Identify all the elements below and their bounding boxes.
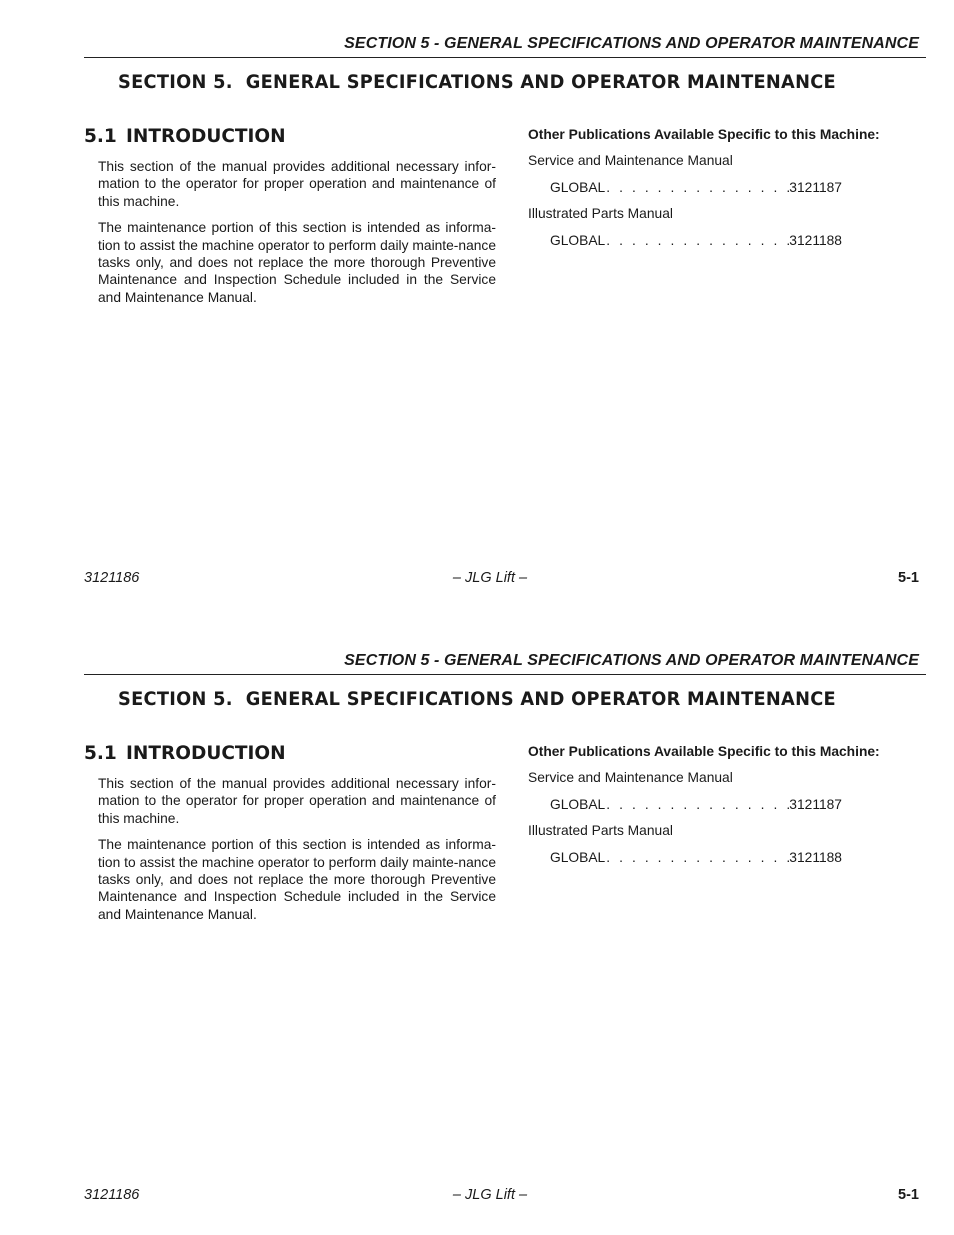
intro-heading (84, 743, 286, 764)
publication-number: 3121188 (789, 232, 842, 248)
publications-heading: Other Publications Available Specific to this Machine: (528, 744, 880, 759)
manual-page-1 (0, 0, 954, 600)
header-rule (84, 57, 926, 58)
publications-list (528, 743, 888, 875)
intro-body (98, 158, 496, 315)
section-title: SECTION 5. GENERAL SPECIFICATIONS AND OPERATOR MAINTENANCE (118, 689, 836, 710)
publication-label: GLOBAL (550, 796, 606, 812)
intro-heading (84, 126, 286, 147)
publication-number: 3121187 (789, 179, 842, 195)
publications-heading: Other Publications Available Specific to this Machine: (528, 127, 880, 142)
manual-page-2 (0, 617, 954, 1217)
publication-label: GLOBAL (550, 849, 606, 865)
running-head: SECTION 5 - GENERAL SPECIFICATIONS AND OPERATOR MAINTENANCE (344, 652, 919, 669)
publication-category: Illustrated Parts Manual (528, 206, 673, 221)
dot-leaders (605, 179, 789, 196)
intro-number: 5.1 (84, 126, 117, 147)
footer-doc-number: 3121186 (84, 570, 140, 586)
publication-number: 3121187 (789, 796, 842, 812)
publication-entry (550, 232, 842, 249)
footer-center-text: – JLG Lift – (452, 570, 528, 586)
intro-title: INTRODUCTION (126, 126, 286, 147)
publication-label: GLOBAL (550, 232, 606, 248)
intro-title: INTRODUCTION (126, 743, 286, 764)
dot-leaders (605, 232, 789, 249)
dot-leaders (605, 849, 789, 866)
intro-number: 5.1 (84, 743, 117, 764)
publication-entry (550, 849, 842, 866)
publication-category: Illustrated Parts Manual (528, 823, 673, 838)
publication-entry (550, 179, 842, 196)
footer-center-text: – JLG Lift – (452, 1187, 528, 1203)
header-rule (84, 674, 926, 675)
dot-leaders (605, 796, 789, 813)
intro-body (98, 775, 496, 932)
intro-paragraph: The maintenance portion of this section is intended as informa-tion to assist the machine operator to perform daily mainte-nance tasks only, and does not replace the more thorough Preventive Maintenance and Inspection Schedule included in the Service and Maintenance Manual. (98, 837, 496, 922)
publication-label: GLOBAL (550, 179, 606, 195)
publications-list (528, 126, 888, 258)
intro-paragraph: This section of the manual provides additional necessary infor-mation to the operator for proper operation and maintenance of this machine. (98, 776, 496, 826)
publication-category: Service and Maintenance Manual (528, 153, 733, 168)
publication-entry (550, 796, 842, 813)
publication-number: 3121188 (789, 849, 842, 865)
footer-page-number: 5-1 (898, 570, 919, 586)
intro-paragraph: This section of the manual provides additional necessary infor-mation to the operator for proper operation and maintenance of this machine. (98, 159, 496, 209)
running-head: SECTION 5 - GENERAL SPECIFICATIONS AND OPERATOR MAINTENANCE (344, 35, 919, 52)
section-title: SECTION 5. GENERAL SPECIFICATIONS AND OPERATOR MAINTENANCE (118, 72, 836, 93)
footer-page-number: 5-1 (898, 1187, 919, 1203)
publication-category: Service and Maintenance Manual (528, 770, 733, 785)
intro-paragraph: The maintenance portion of this section is intended as informa-tion to assist the machine operator to perform daily mainte-nance tasks only, and does not replace the more thorough Preventive Maintenance and Inspection Schedule included in the Service and Maintenance Manual. (98, 220, 496, 305)
footer-doc-number: 3121186 (84, 1187, 140, 1203)
